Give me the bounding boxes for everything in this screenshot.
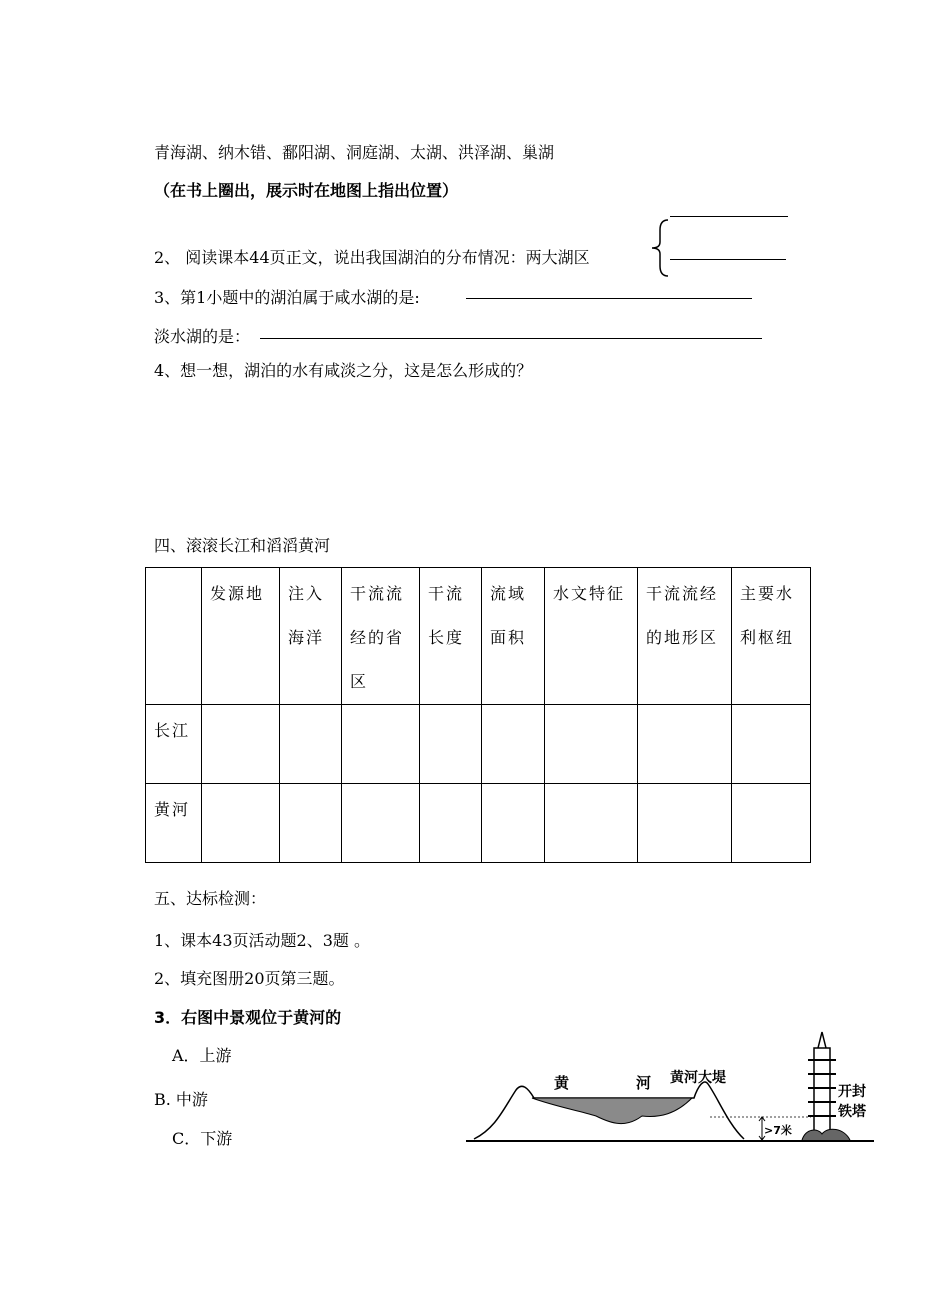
table-cell[interactable]: [482, 705, 545, 784]
header-cell-area: 流域面积: [482, 568, 545, 705]
question-2: 2、 阅读课本44页正文，说出我国湖泊的分布情况：两大湖区: [154, 248, 590, 267]
table-cell[interactable]: [732, 705, 811, 784]
table-row: [146, 784, 811, 863]
row-label-yangtze: 长江: [146, 705, 202, 784]
question-4: 4、想一想，湖泊的水有咸淡之分，这是怎么形成的？: [154, 361, 533, 380]
figure-label-huang: 黄: [554, 1074, 570, 1092]
table-cell[interactable]: [202, 705, 280, 784]
option-a[interactable]: A．上游: [172, 1046, 232, 1065]
header-cell-source: 发源地: [202, 568, 280, 705]
river-water: [532, 1098, 692, 1124]
figure-label-tower: 铁塔: [838, 1104, 866, 1120]
section-5-title: 五、达标检测：: [154, 889, 267, 908]
option-c[interactable]: C．下游: [172, 1129, 233, 1148]
blank-saltwater-lakes[interactable]: [466, 298, 752, 299]
figure-label-he: 河: [636, 1074, 652, 1092]
s5-question-3: 3．右图中景观位于黄河的: [154, 1008, 342, 1027]
header-cell-provinces: 干流流经的省区: [342, 568, 420, 705]
table-cell[interactable]: [545, 705, 638, 784]
blank-lake-region-2[interactable]: [670, 259, 786, 260]
blank-freshwater-lakes[interactable]: [260, 338, 762, 339]
figure-label-height: >7米: [764, 1124, 792, 1137]
figure-label-dike: 黄河大堤: [670, 1070, 726, 1086]
table-cell[interactable]: [280, 705, 342, 784]
table-header-row: [146, 568, 811, 705]
question-3-freshwater: 淡水湖的是：: [154, 327, 251, 346]
table-cell[interactable]: [342, 784, 420, 863]
rivers-table: [145, 567, 811, 863]
header-cell-hydro-projects: 主要水利枢纽: [732, 568, 811, 705]
table-cell[interactable]: [420, 705, 482, 784]
header-cell-empty: [146, 568, 202, 705]
header-cell-ocean: 注入海洋: [280, 568, 342, 705]
s5-item-2: 2、填充图册20页第三题。: [154, 969, 345, 988]
table-cell[interactable]: [638, 705, 732, 784]
header-cell-length: 干流长度: [420, 568, 482, 705]
figure-label-kaifeng: 开封: [838, 1084, 866, 1100]
table-cell[interactable]: [638, 784, 732, 863]
s5-item-1: 1、课本43页活动题2、3题 。: [154, 931, 370, 950]
table-cell[interactable]: [202, 784, 280, 863]
table-cell[interactable]: [545, 784, 638, 863]
header-cell-terrain: 干流流经的地形区: [638, 568, 732, 705]
table-cell[interactable]: [420, 784, 482, 863]
lakes-list: 青海湖、纳木错、鄱阳湖、洞庭湖、太湖、洪泽湖、巢湖: [154, 143, 555, 162]
lakes-note: （在书上圈出，展示时在地图上指出位置）: [154, 181, 459, 200]
question-3: 3、第1小题中的湖泊属于咸水湖的是:: [154, 288, 420, 307]
section-4-title: 四、滚滚长江和滔滔黄河: [154, 536, 331, 555]
row-label-yellow-river: 黄河: [146, 784, 202, 863]
table-cell[interactable]: [482, 784, 545, 863]
table-row: [146, 705, 811, 784]
table-cell[interactable]: [342, 705, 420, 784]
table-cell[interactable]: [280, 784, 342, 863]
header-cell-hydrology: 水文特征: [545, 568, 638, 705]
yellow-river-cross-section-figure: [466, 1028, 876, 1146]
table-cell[interactable]: [732, 784, 811, 863]
blank-lake-region-1[interactable]: [670, 216, 788, 217]
brace-icon: [646, 218, 676, 278]
option-b[interactable]: B. 中游: [154, 1090, 208, 1109]
